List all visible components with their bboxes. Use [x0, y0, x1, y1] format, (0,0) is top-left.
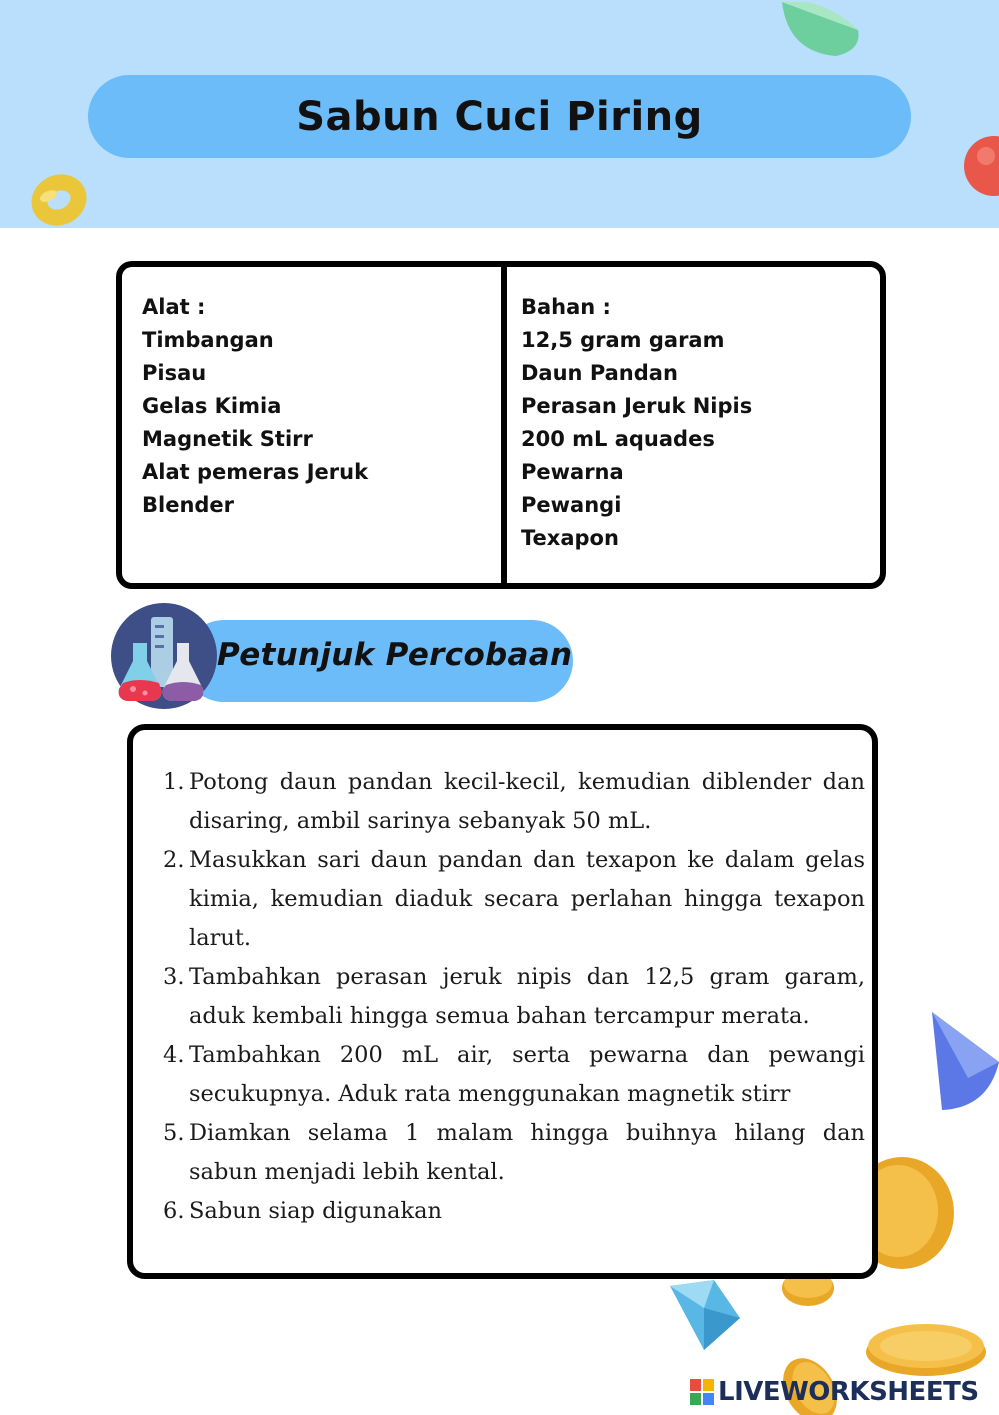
ingredient-item: Texapon [521, 526, 619, 550]
brand-text: LIVEWORKSHEETS [718, 1377, 979, 1407]
liveworksheets-logo[interactable] [690, 1376, 979, 1408]
instructions-title: Petunjuk Percobaan [217, 637, 573, 673]
step-item [163, 841, 865, 958]
instructions-box [127, 724, 878, 1279]
tool-item: Blender [142, 493, 235, 517]
live-grid-icon [690, 1379, 714, 1405]
tools-heading: Alat : [142, 295, 206, 319]
ingredient-item: Pewarna [521, 460, 624, 484]
tool-item: Timbangan [142, 328, 274, 352]
ingredient-item: Daun Pandan [521, 361, 678, 385]
step-text: Potong daun pandan kecil-kecil, kemudian diblender dan disaring, ambil sarinya sebanyak 50 mL. [189, 769, 865, 834]
tool-item: Alat pemeras Jeruk [142, 460, 369, 484]
step-text: Sabun siap digunakan [189, 1198, 443, 1224]
tool-item: Pisau [142, 361, 207, 385]
page-title: Sabun Cuci Piring [296, 93, 703, 140]
step-number: 6. [163, 1198, 185, 1224]
step-number: 3. [163, 964, 185, 990]
lab-flask-icon [111, 603, 217, 709]
step-item [163, 958, 865, 1036]
title-banner [88, 75, 911, 158]
step-text: Diamkan selama 1 malam hingga buihnya hilang dan sabun menjadi lebih kental. [189, 1120, 865, 1185]
step-item [163, 763, 865, 841]
materials-table [116, 261, 886, 589]
ingredient-item: 12,5 gram garam [521, 328, 725, 352]
tool-item: Gelas Kimia [142, 394, 282, 418]
step-item [163, 1036, 865, 1114]
step-text: Tambahkan 200 mL air, serta pewarna dan pewangi secukupnya. Aduk rata menggunakan magnetik stirr [189, 1042, 865, 1107]
blue-cone-decoration [928, 1008, 999, 1112]
flat-coin-decoration [864, 1316, 988, 1378]
diamond-decoration [664, 1278, 742, 1352]
step-number: 1. [163, 769, 185, 795]
ingredient-item: 200 mL aquades [521, 427, 715, 451]
instructions-header [111, 603, 573, 709]
step-text: Masukkan sari daun pandan dan texapon ke dalam gelas kimia, kemudian diaduk secara perlahan hingga texapon larut. [189, 847, 865, 951]
step-number: 2. [163, 847, 185, 873]
step-number: 5. [163, 1120, 185, 1146]
green-hemisphere-decoration [778, 0, 862, 58]
tools-column [122, 267, 501, 583]
step-text: Tambahkan perasan jeruk nipis dan 12,5 gram garam, aduk kembali hingga semua bahan tercampur merata. [189, 964, 865, 1029]
red-ball-decoration [962, 136, 999, 196]
ingredient-item: Pewangi [521, 493, 622, 517]
ingredient-item: Perasan Jeruk Nipis [521, 394, 753, 418]
step-item [163, 1192, 865, 1231]
tool-item: Magnetik Stirr [142, 427, 313, 451]
ingredients-column [501, 267, 880, 583]
yellow-ring-decoration [28, 170, 90, 230]
step-number: 4. [163, 1042, 185, 1068]
step-item [163, 1114, 865, 1192]
ingredients-heading: Bahan : [521, 295, 611, 319]
steps-list [163, 763, 865, 1231]
